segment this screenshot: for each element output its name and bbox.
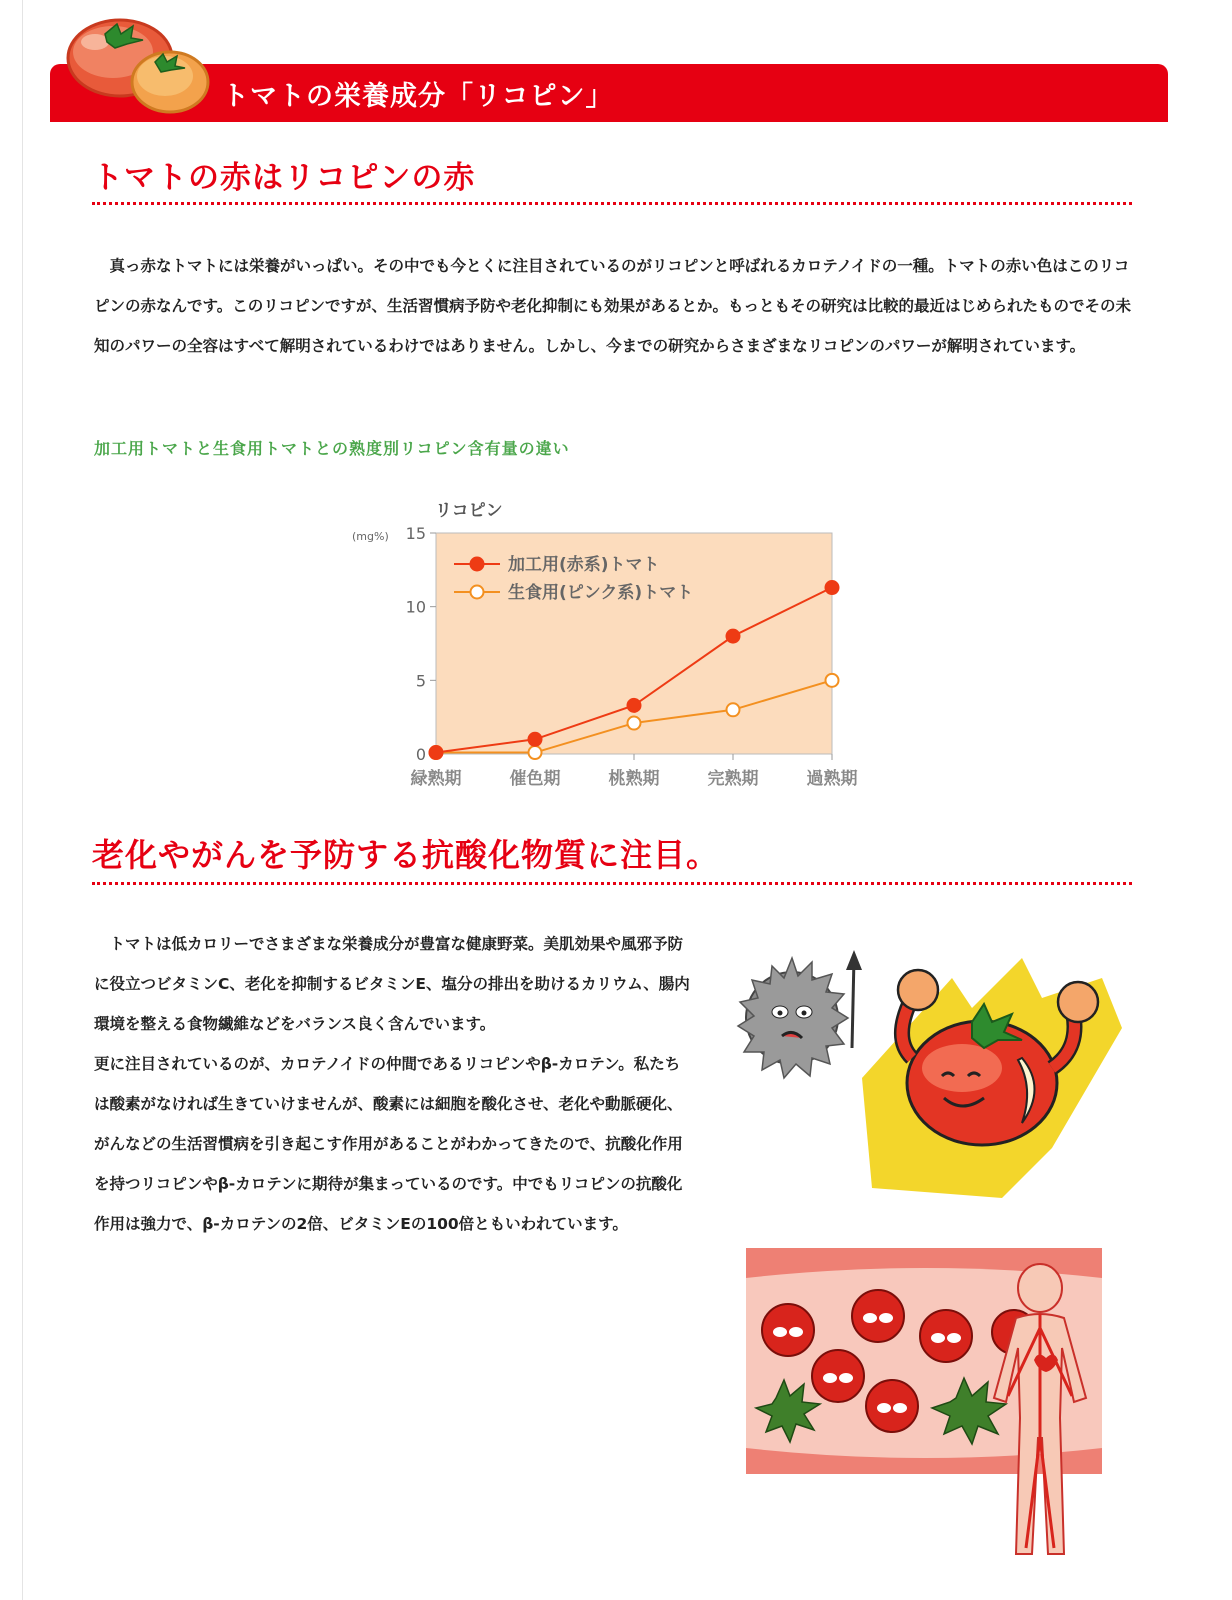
blood-vessel-antioxidant-illustration — [746, 1248, 1126, 1568]
data-point-s1-1 — [529, 746, 542, 759]
data-point-s0-3 — [727, 630, 740, 643]
legend-marker-0 — [471, 558, 484, 571]
y-tick-label: 10 — [405, 597, 426, 617]
antioxidant-text — [94, 924, 694, 1244]
section-title-lycopene-red: トマトの赤はリコピンの赤 — [92, 160, 476, 196]
germ-icon — [738, 950, 862, 1078]
section-title-antioxidant: 老化やがんを予防する抗酸化物質に注目。 — [92, 836, 720, 874]
intro-paragraph: 真っ赤なトマトには栄養がいっぱい。その中でも今とくに注目されているのがリコピンと呼ばれるカロテノイドの一種。トマトの赤い色はこのリコピンの赤なんです。このリコピンですが、生活習慣病予防や老化抑制にも効果があるとか。もっともその研究は比較的最近はじめられたものでその未知のパワーの全容はすべて解明されているわけではありません。しかし、今までの研究からさまざまなリコピンのパワーが解明されています。 — [94, 257, 1131, 355]
section-divider — [92, 202, 1132, 205]
y-tick-label: 15 — [405, 524, 426, 543]
x-tick-label: 完熟期 — [707, 769, 759, 789]
antioxidant-paragraph-1: トマトは低カロリーでさまざまな栄養成分が豊富な健康野菜。美肌効果や風邪予防に役立つビタミンC、老化を抑制するビタミンE、塩分の排出を助けるカリウム、腸内環境を整える食物繊維などをバランス良く含んでいます。 — [94, 935, 690, 1033]
tomato-fighting-germ-illustration — [722, 948, 1132, 1198]
tomato-header-illustration — [55, 16, 215, 116]
legend-marker-1 — [471, 586, 484, 599]
x-tick-label: 過熟期 — [806, 769, 858, 789]
data-point-s0-4 — [826, 581, 839, 594]
data-point-s1-2 — [628, 717, 641, 730]
chart-title: リコピン — [435, 501, 503, 521]
legend-label-0: 加工用(赤系)トマト — [508, 555, 660, 575]
y-tick-label: 0 — [415, 745, 426, 764]
legend-label-1: 生食用(ピンク系)トマト — [508, 583, 694, 603]
data-point-s0-0 — [430, 746, 443, 759]
chart-caption: 加工用トマトと生食用トマトとの熟度別リコピン含有量の違い — [94, 439, 570, 458]
page-border — [22, 0, 23, 1600]
x-tick-label: 緑熟期 — [410, 769, 462, 789]
page-title: トマトの栄養成分「リコピン」 — [222, 81, 614, 112]
data-point-s1-4 — [826, 674, 839, 687]
data-point-s0-2 — [628, 699, 641, 712]
section-divider — [92, 882, 1132, 885]
y-tick-label: 5 — [415, 671, 426, 691]
y-axis-unit-label: (mg%) — [352, 530, 389, 543]
x-tick-label: 桃熟期 — [608, 769, 660, 789]
lycopene-line-chart — [350, 494, 870, 804]
data-point-s0-1 — [529, 733, 542, 746]
antioxidant-paragraph-2: 更に注目されているのが、カロテノイドの仲間であるリコピンやβ-カロテン。私たちは酸素がなければ生きていけませんが、酸素には細胞を酸化させ、老化や動脈硬化、がんなどの生活習慣病を引き起こす作用があることがわかってきたので、抗酸化作用を持つリコピンやβ-カロテンに期待が集まっているのです。中でもリコピンの抗酸化作用は強力で、β-カロテンの2倍、ビタミンEの100倍ともいわれています。 — [94, 1055, 683, 1233]
x-tick-label: 催色期 — [509, 769, 561, 789]
data-point-s1-3 — [727, 703, 740, 716]
